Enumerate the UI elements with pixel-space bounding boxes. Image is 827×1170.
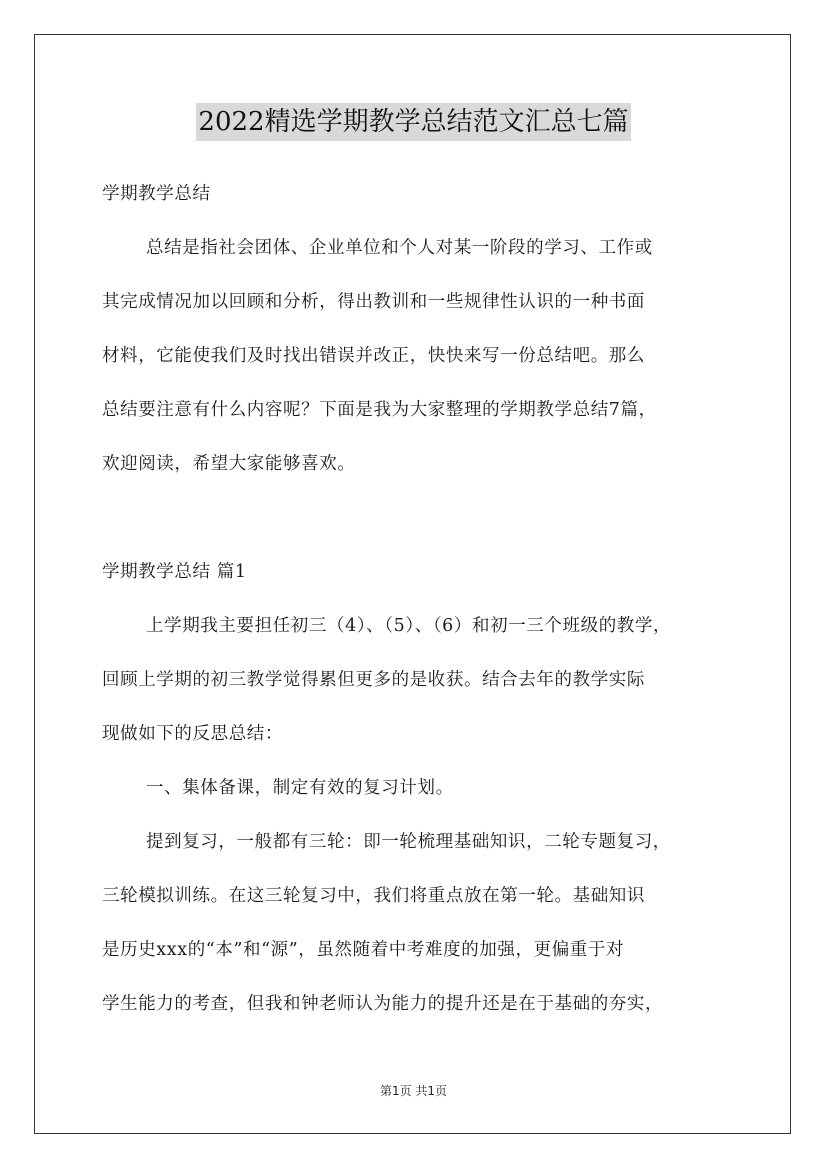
paragraph-line: 材料，它能使我们及时找出错误并改正，快快来写一份总结吧。那么 [102, 346, 645, 366]
paragraph-line: 三轮模拟训练。在这三轮复习中，我们将重点放在第一轮。基础知识 [102, 886, 645, 906]
paragraph-line: 一、集体备课，制定有效的复习计划。 [146, 778, 454, 798]
paragraph-line: 上学期我主要担任初三（4）、（5）、（6）和初一三个班级的教学， [146, 616, 672, 636]
paragraph-line: 总结是指社会团体、企业单位和个人对某一阶段的学习、工作或 [146, 238, 653, 258]
paragraph-line: 欢迎阅读，希望大家能够喜欢。 [102, 454, 356, 474]
page-footer: 第1页 共1页 [379, 1084, 448, 1098]
paragraph-line: 现做如下的反思总结： [102, 724, 283, 744]
paragraph-line: 是历史xxx的“本”和“源”，虽然随着中考难度的加强，更偏重于对 [102, 940, 625, 960]
document-title: 2022精选学期教学总结范文汇总七篇 [196, 103, 630, 141]
section-heading: 学期教学总结 [102, 184, 211, 204]
paragraph-line: 提到复习，一般都有三轮：即一轮梳理基础知识，二轮专题复习， [146, 832, 671, 852]
paragraph-line: 其完成情况加以回顾和分析，得出教训和一些规律性认识的一种书面 [102, 292, 645, 312]
section-heading: 学期教学总结 篇1 [102, 562, 247, 582]
paragraph-line: 总结要注意有什么内容呢？下面是我为大家整理的学期教学总结7篇， [102, 400, 657, 420]
paragraph-line: 回顾上学期的初三教学觉得累但更多的是收获。结合去年的教学实际 [102, 670, 645, 690]
title-container [0, 103, 827, 141]
paragraph-line: 学生能力的考查，但我和钟老师认为能力的提升还是在于基础的夯实， [102, 994, 664, 1014]
